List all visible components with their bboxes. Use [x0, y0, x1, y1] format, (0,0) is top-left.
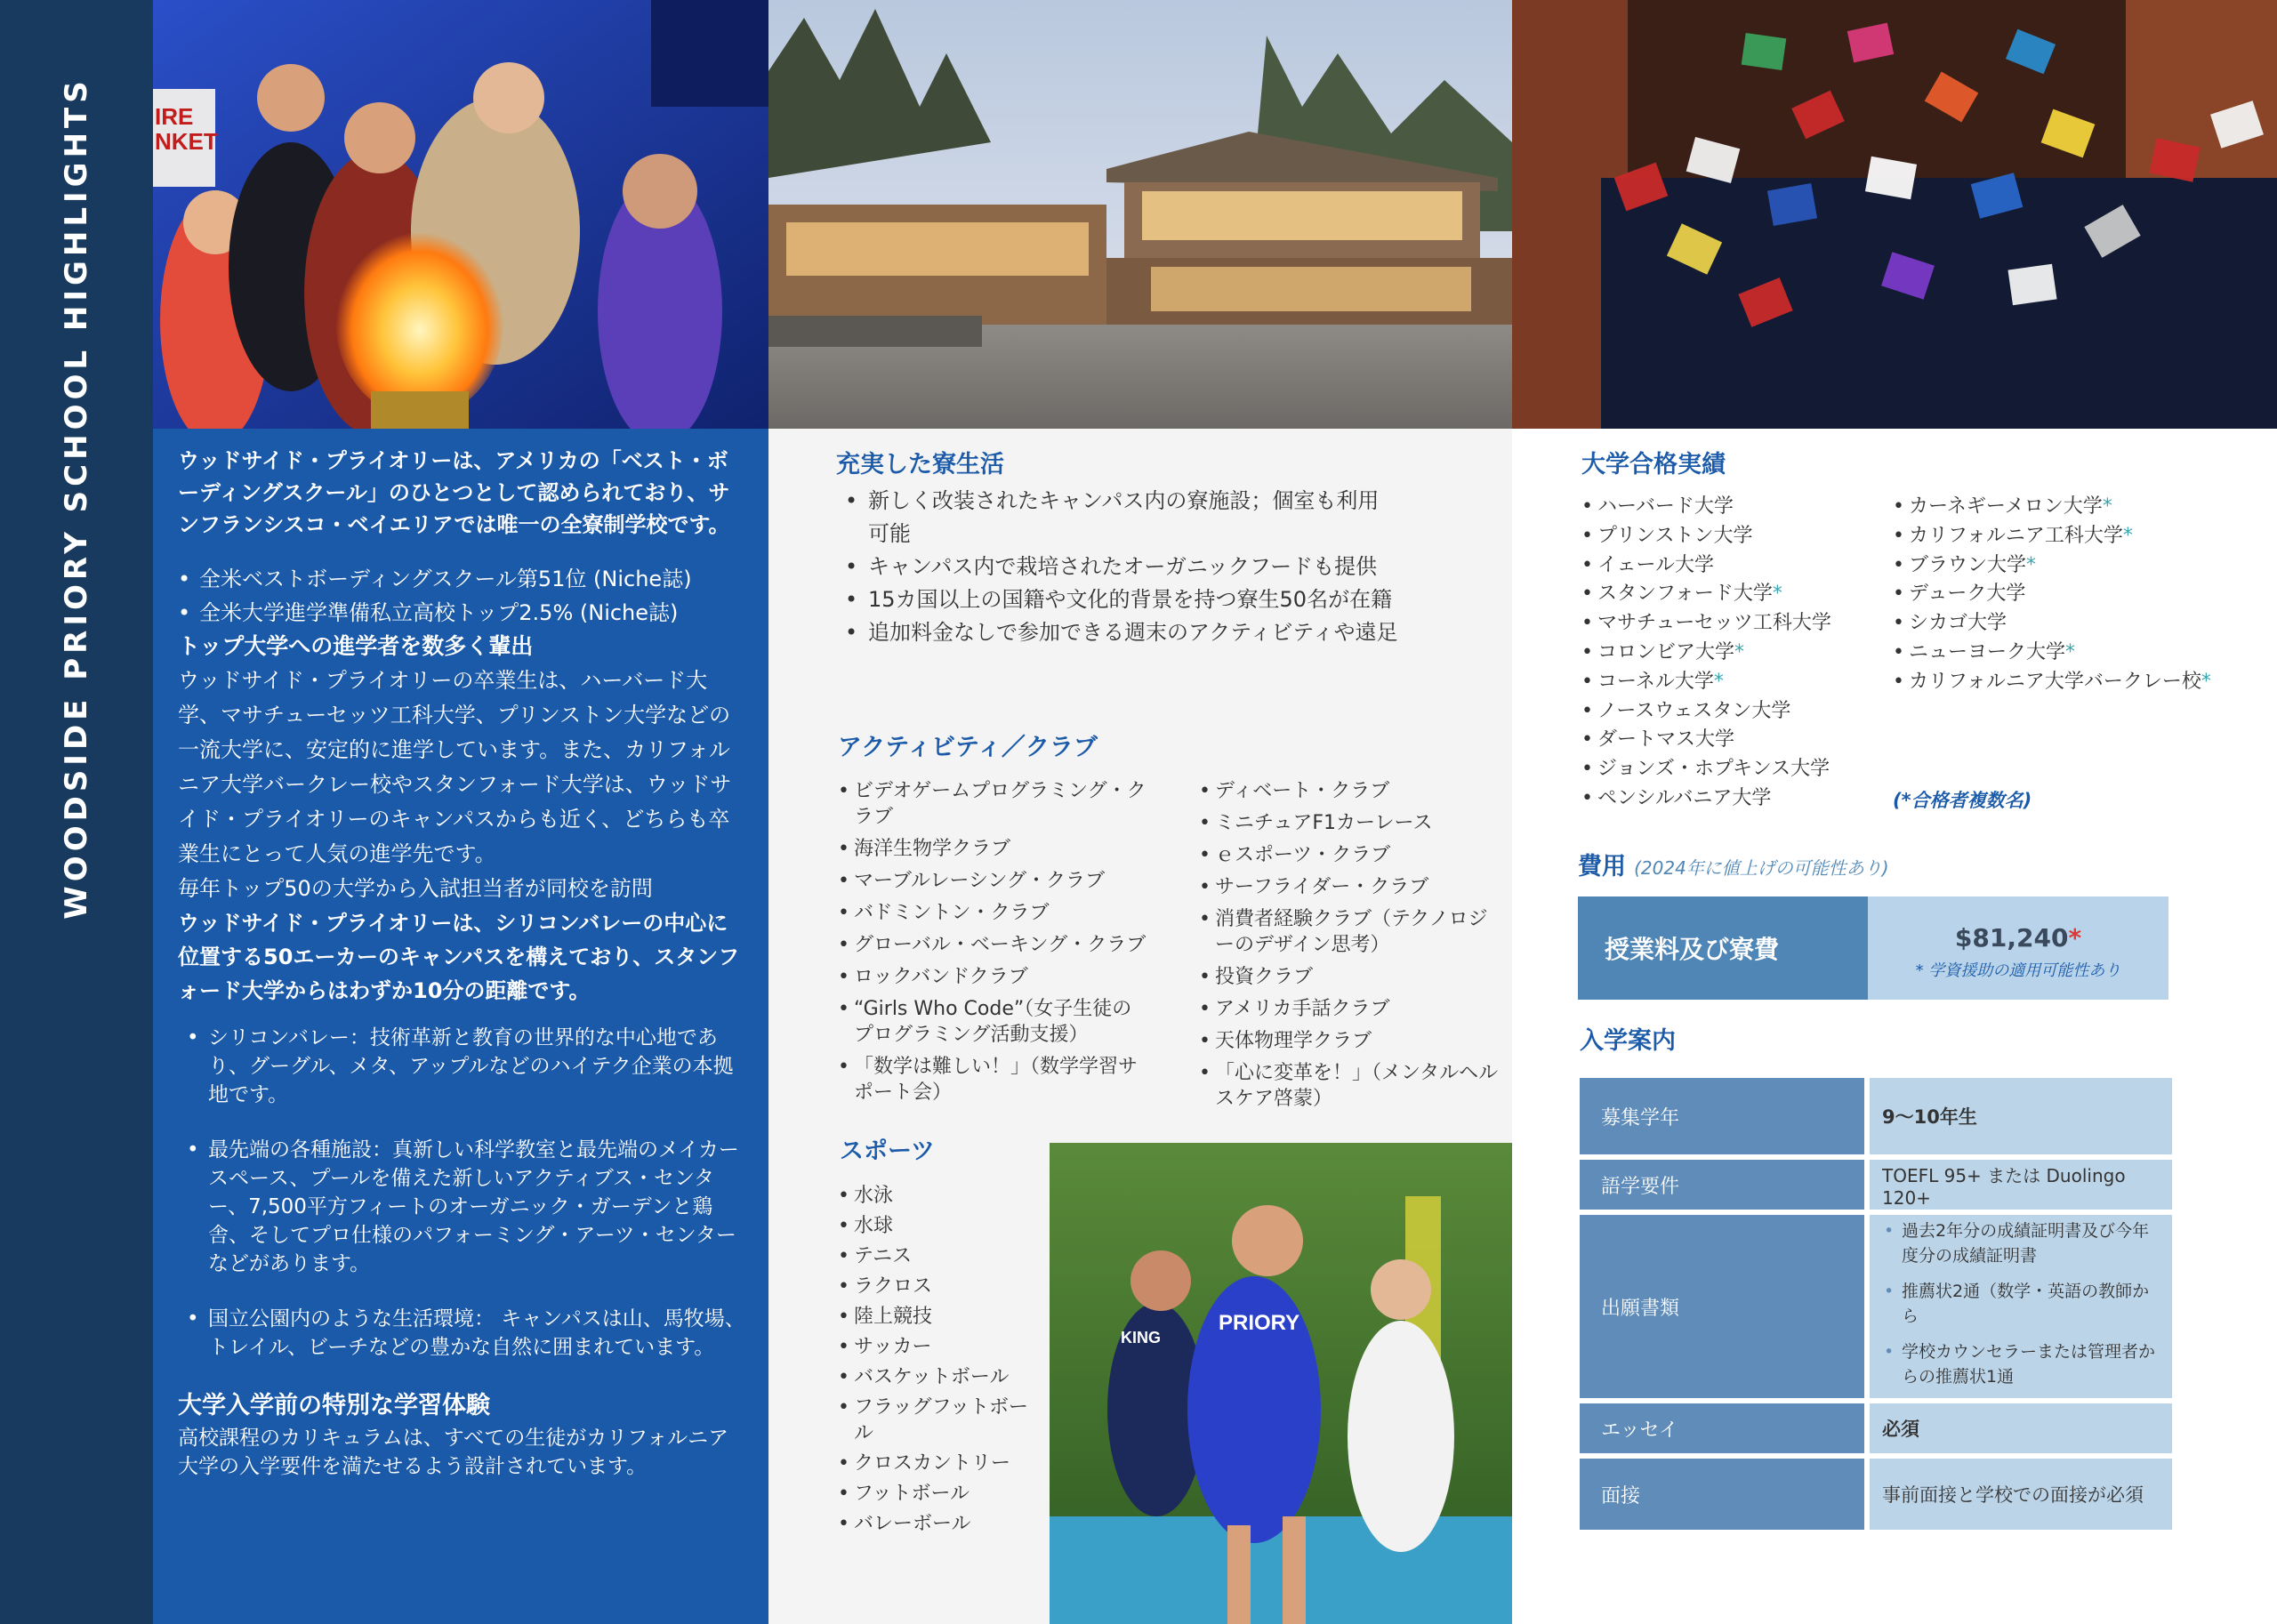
list-item: • 陸上競技 — [838, 1304, 1034, 1330]
list-item: • 海洋生物学クラブ — [838, 836, 1149, 862]
clubs-heading: アクティビティ／クラブ — [838, 734, 1098, 761]
fee-heading: 費用 — [1578, 853, 1626, 880]
list-item: • 15カ国以上の国籍や文化的背景を持つ寮生50名が在籍 — [840, 583, 1400, 616]
spine-bar — [0, 0, 153, 1624]
section-heading-top-universities: トップ大学への進学者を数多く輩出 — [178, 633, 534, 659]
list-item: • デューク大学 — [1893, 580, 2266, 609]
clubs-list-right — [1199, 778, 1506, 1118]
admission-label: 出願書類 — [1580, 1215, 1864, 1398]
admission-row-language — [1580, 1160, 2172, 1210]
campus-location-text: ウッドサイド・プライオリーは、シリコンバレーの中心に位置する50エーカーのキャンパスを構えており、スタンフォード大学からはわずか10分の距離です。 — [178, 911, 740, 1003]
list-item: • 水球 — [838, 1213, 1034, 1239]
fee-value: $81,240 — [1954, 923, 2069, 953]
list-item: • サッカー — [838, 1334, 1034, 1360]
list-item: • “Girls Who Code”（女子生徒のプログラミング活動支援） — [838, 996, 1149, 1048]
list-item: • カリフォルニア工科大学* — [1893, 522, 2266, 551]
sports-list — [838, 1183, 1034, 1541]
list-item: • ダートマス大学 — [1581, 726, 1884, 755]
science-photo — [153, 0, 768, 429]
sports-heading: スポーツ — [840, 1138, 935, 1165]
list-item: • ペンシルバニア大学 — [1581, 784, 1884, 814]
admission-value: 必須 — [1870, 1403, 2172, 1453]
list-item: • イェール大学 — [1581, 551, 1884, 581]
list-item: • キャンパス内で栽培されたオーガニックフードも提供 — [840, 551, 1400, 583]
feature-list — [187, 1024, 747, 1362]
photo-sign-2: NKET — [155, 128, 218, 155]
clubs-list-left — [838, 778, 1149, 1112]
list-item: • フットボール — [838, 1481, 1034, 1507]
university-heading: 大学合格実績 — [1581, 451, 1726, 478]
university-list-left — [1581, 493, 1884, 814]
admission-row-grade — [1580, 1078, 2172, 1154]
graduation-photo — [1512, 0, 2277, 429]
list-item: • 過去2年分の成績証明書及び今年度分の成績証明書 — [1882, 1218, 2161, 1268]
list-item: • 学校カウンセラーまたは管理者からの推薦状1通 — [1882, 1339, 2161, 1389]
admission-value: TOEFL 95+ または Duolingo 120+ — [1870, 1160, 2172, 1210]
list-item: • 全米大学進学準備私立高校トップ2.5% (Niche誌) — [178, 596, 747, 630]
admission-row-documents — [1580, 1215, 2172, 1398]
paragraph: ウッドサイド・プライオリーの卒業生は、ハーバード大学、マサチューセッツ工科大学、プリンストン大学などの一流大学に、安定的に進学しています。また、カリフォルニア大学バークレー校やスタンフォード大学は、ウッドサイド・プライオリーのキャンパスからも近く、どちらも卒業生にとって人気の進学先です。 — [178, 668, 732, 866]
list-item: • カーネギーメロン大学* — [1893, 493, 2266, 522]
spine-title: WOODSIDE PRIORY SCHOOL HIGHLIGHTS — [59, 76, 94, 920]
photo-sign-1: IRE — [155, 103, 194, 130]
list-item: • マーブルレーシング・クラブ — [838, 868, 1149, 894]
admission-label: 面接 — [1580, 1459, 1864, 1530]
list-item: • コロンビア大学* — [1581, 639, 1884, 668]
list-item: • 最先端の各種施設：真新しい科学教室と最先端のメイカースペース、プールを備えた新しいアクティブス・センター、7,500平方フィートのオーガニック・ガーデンと鶏舎、そしてプロ仕様のパフォーミング・アーツ・センターなどがあります。 — [187, 1136, 747, 1278]
list-item: • 国立公園内のような生活環境： キャンパスは山、馬牧場、トレイル、ビーチなどの豊かな自然に囲まれています。 — [187, 1305, 747, 1362]
list-item: • シリコンバレー：技術革新と教育の世界的な中心地であり、グーグル、メタ、アップルなどのハイテク企業の本拠地です。 — [187, 1024, 747, 1109]
admission-value: 事前面接と学校での面接が必須 — [1870, 1459, 2172, 1530]
list-item: • ノースウェスタン大学 — [1581, 697, 1884, 727]
list-item: • プリンストン大学 — [1581, 522, 1884, 551]
list-item: • ジョンズ・ホプキンス大学 — [1581, 755, 1884, 784]
list-item: • コーネル大学* — [1581, 668, 1884, 697]
university-note: (*合格者複数名) — [1893, 790, 2032, 811]
list-item: • ディベート・クラブ — [1199, 778, 1506, 804]
fee-note: * 学資援助の適用可能性あり — [1915, 961, 2121, 980]
jersey-text-king: KING — [1121, 1329, 1161, 1347]
list-item: • バドミントン・クラブ — [838, 900, 1149, 926]
fee-label: 授業料及び寮費 — [1578, 896, 1868, 1000]
admission-row-interview — [1580, 1459, 2172, 1530]
fee-star: * — [2068, 923, 2082, 953]
fee-heading-row — [1578, 847, 1889, 881]
list-item: • 天体物理学クラブ — [1199, 1028, 1506, 1054]
list-item: • ミニチュアF1カーレース — [1199, 810, 1506, 836]
list-item: • 「数学は難しい！」（数学学習サポート会） — [838, 1054, 1149, 1105]
list-item: • テニス — [838, 1243, 1034, 1269]
list-item: • アメリカ手話クラブ — [1199, 996, 1506, 1022]
admission-docs — [1870, 1215, 2172, 1398]
jersey-text-priory: PRIORY — [1219, 1311, 1300, 1335]
list-item: • 投資クラブ — [1199, 964, 1506, 990]
runners-photo — [1050, 1143, 1512, 1624]
admission-label: 募集学年 — [1580, 1078, 1864, 1154]
list-item: • マサチューセッツ工科大学 — [1581, 609, 1884, 639]
admission-value: 9～10年生 — [1870, 1078, 2172, 1154]
section-heading-learning: 大学入学前の特別な学習体験 — [178, 1392, 490, 1419]
list-item: • カリフォルニア大学バークレー校* — [1893, 668, 2266, 697]
list-item: • クロスカントリー — [838, 1451, 1034, 1476]
list-item: • スタンフォード大学* — [1581, 580, 1884, 609]
list-item: • ハーバード大学 — [1581, 493, 1884, 522]
paragraph: 高校課程のカリキュラムは、すべての生徒がカリフォルニア大学の入学要件を満たせるよう設計されています。 — [178, 1427, 729, 1478]
ranking-list — [178, 562, 747, 630]
dorm-heading: 充実した寮生活 — [836, 451, 1004, 478]
fee-heading-note: (2024年に値上げの可能性あり) — [1634, 857, 1889, 879]
list-item: • フラッグフットボール — [838, 1395, 1034, 1446]
university-list-right — [1893, 493, 2266, 697]
admission-heading: 入学案内 — [1580, 1027, 1676, 1055]
list-item: • グローバル・ベーキング・クラブ — [838, 932, 1149, 958]
list-item: • バレーボール — [838, 1511, 1034, 1537]
list-item: • 消費者経験クラブ（テクノロジーのデザイン思考） — [1199, 906, 1506, 958]
campus-photo — [768, 0, 1512, 429]
list-item: • バスケットボール — [838, 1364, 1034, 1390]
list-item: • 「心に変革を！」（メンタルヘルスケア啓蒙） — [1199, 1060, 1506, 1112]
admission-label: エッセイ — [1580, 1403, 1864, 1453]
list-item: • 新しく改装されたキャンパス内の寮施設；個室も利用可能 — [840, 485, 1400, 551]
list-item: • 全米ベストボーディングスクール第51位 (Niche誌) — [178, 562, 747, 596]
list-item: • ロックバンドクラブ — [838, 964, 1149, 990]
list-item: • ラクロス — [838, 1274, 1034, 1299]
paragraph: 毎年トップ50の大学から入試担当者が同校を訪問 — [178, 876, 653, 901]
fee-box — [1868, 896, 2168, 1000]
list-item: • サーフライダー・クラブ — [1199, 874, 1506, 900]
admission-row-essay — [1580, 1403, 2172, 1453]
list-item: • 追加料金なしで参加できる週末のアクティビティや遠足 — [840, 616, 1400, 649]
list-item: • ｅスポーツ・クラブ — [1199, 842, 1506, 868]
dorm-list — [840, 485, 1400, 649]
list-item: • ビデオゲームプログラミング・クラブ — [838, 778, 1149, 830]
left-column — [153, 429, 768, 1624]
admission-label: 語学要件 — [1580, 1160, 1864, 1210]
list-item: • シカゴ大学 — [1893, 609, 2266, 639]
list-item: • ブラウン大学* — [1893, 551, 2266, 581]
list-item: • ニューヨーク大学* — [1893, 639, 2266, 668]
intro-text: ウッドサイド・プライオリーは、アメリカの「ベスト・ボーディングスクール」のひとつとして認められており、サンフランシスコ・ベイエリアでは唯一の全寮制学校です。 — [178, 448, 730, 537]
list-item: • 水泳 — [838, 1183, 1034, 1209]
list-item: • 推薦状2通（数学・英語の教師から — [1882, 1279, 2161, 1329]
